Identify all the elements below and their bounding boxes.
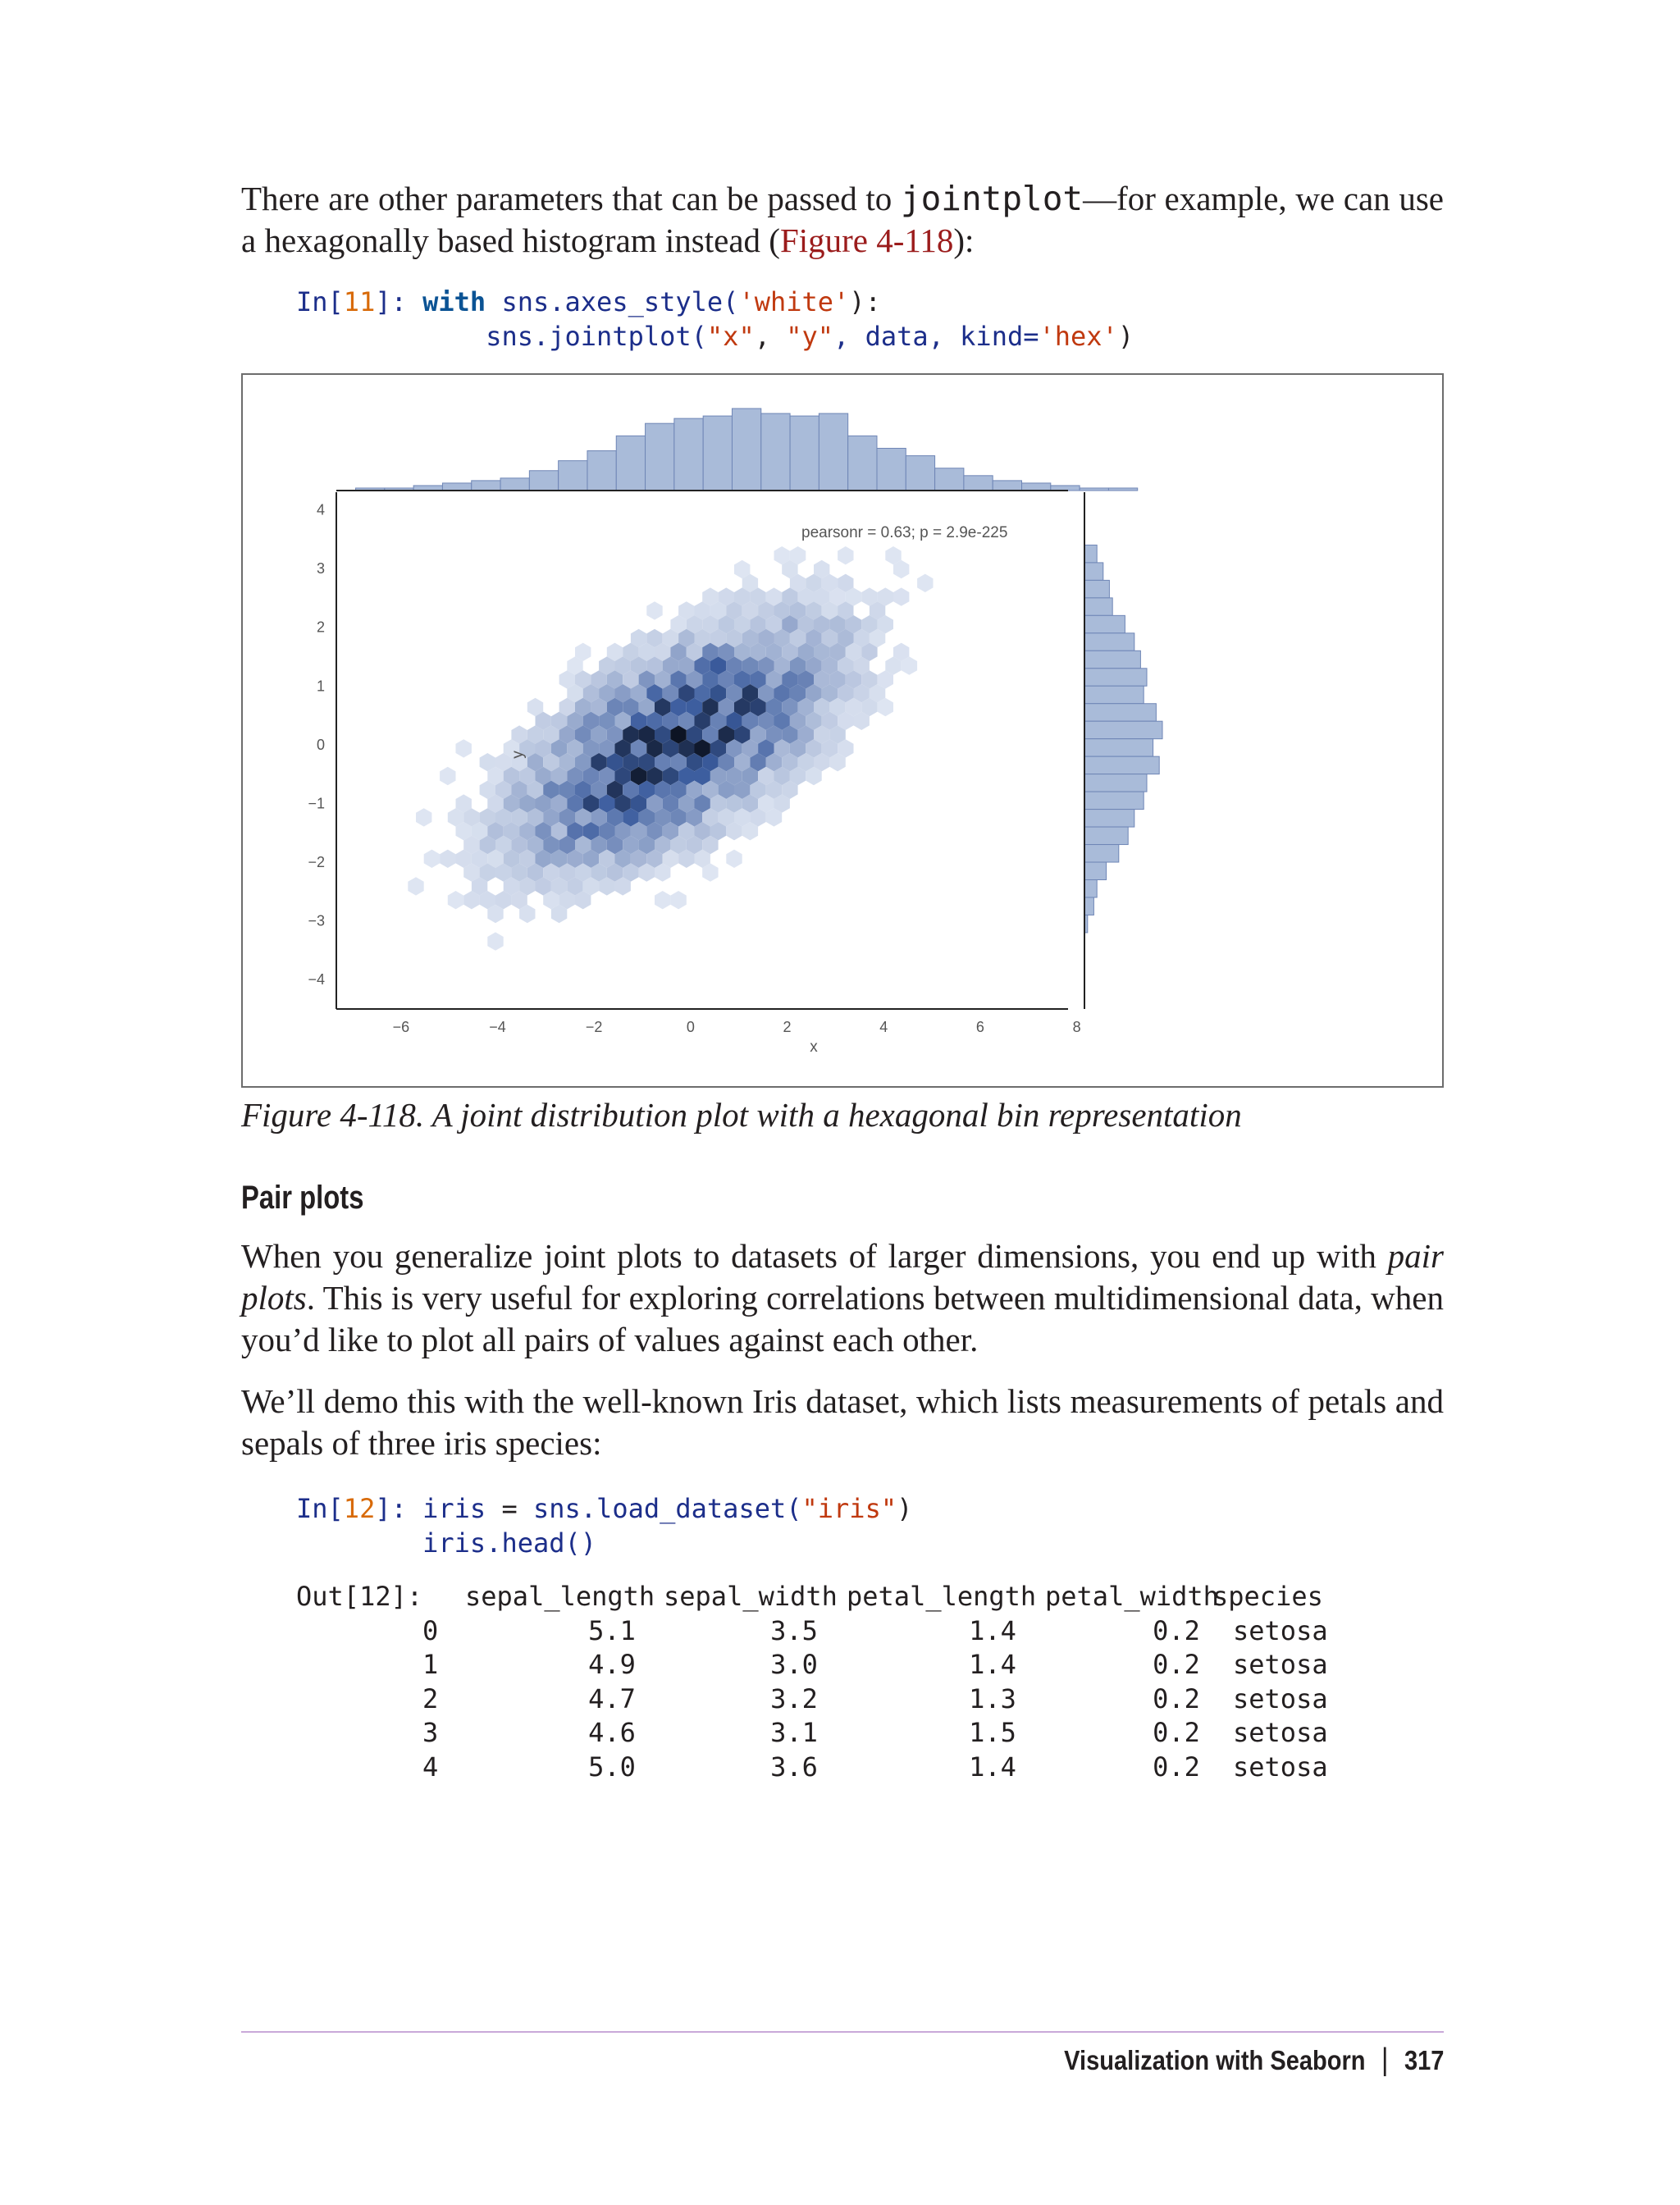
x-hist-bar	[906, 456, 934, 491]
table-cell: 3.0	[770, 1649, 818, 1680]
y-hist-bar	[1084, 792, 1144, 809]
inline-code: jointplot	[900, 179, 1084, 218]
column-header: petal_length	[847, 1581, 1037, 1612]
table-cell: 5.0	[588, 1751, 636, 1783]
x-hist-bar	[935, 468, 964, 491]
code-string: "iris"	[801, 1493, 897, 1524]
code-string: 'white'	[738, 286, 850, 317]
x-hist-bar	[819, 413, 847, 491]
footer-rule	[241, 2031, 1444, 2033]
code-args: , data, kind=	[833, 321, 1039, 352]
hex-cell	[440, 767, 455, 785]
y-hist-bar	[1084, 545, 1097, 562]
table-cell: 3.2	[770, 1682, 818, 1714]
code-punct: ):	[849, 286, 881, 317]
column-header: petal_width	[1045, 1581, 1219, 1612]
text-run: —for example, we can use a hexagonally based histogram instead (	[241, 180, 1444, 259]
hex-cell	[487, 932, 503, 950]
intro-paragraph	[241, 178, 1444, 262]
y-hist-bar	[1084, 615, 1125, 632]
table-cell: 0.2	[1153, 1682, 1200, 1714]
x-hist-bar	[964, 476, 993, 491]
table-cell: 1.4	[969, 1751, 1016, 1783]
y-hist-bar	[1084, 598, 1112, 615]
x-hist-bar	[529, 471, 558, 491]
x-hist-bar	[646, 423, 674, 491]
row-index: 3	[422, 1717, 439, 1748]
x-hist-bar	[587, 451, 616, 491]
pearson-annotation: pearsonr = 0.63; p = 2.9e-225	[801, 524, 1008, 541]
y-tick-label: −2	[308, 854, 325, 871]
running-footer	[1064, 2043, 1444, 2078]
table-cell: 0.2	[1153, 1751, 1200, 1783]
emphasis-term: pair plots	[241, 1237, 1444, 1317]
x-hist-bar	[1022, 483, 1051, 491]
keyword-with: with	[422, 286, 486, 317]
y-tick-label: 4	[316, 501, 325, 518]
y-hist-bar	[1084, 704, 1156, 721]
hex-cell	[448, 891, 463, 909]
x-hist-bar	[877, 448, 906, 491]
y-tick-label: 2	[316, 619, 325, 636]
table-cell: 4.6	[588, 1717, 636, 1748]
code-call: sns.jointplot(	[486, 321, 707, 352]
hex-cell	[416, 808, 431, 826]
code-call: iris.head()	[422, 1527, 597, 1559]
x-tick-label: 4	[879, 1019, 888, 1035]
hex-cell	[726, 850, 742, 868]
page-number: 317	[1404, 2044, 1444, 2075]
row-index: 2	[422, 1682, 439, 1714]
input-number: 12	[343, 1493, 376, 1524]
table-cell: setosa	[1233, 1682, 1328, 1714]
y-hist-bar	[1084, 827, 1128, 844]
y-tick-label: 3	[316, 560, 325, 578]
x-tick-label: 6	[975, 1019, 984, 1035]
hex-cell	[917, 574, 933, 592]
y-hist-bar	[1084, 739, 1153, 756]
code-call: sns.axes_style(	[486, 286, 739, 317]
table-cell: 0.2	[1153, 1649, 1200, 1680]
x-hist-bar	[993, 481, 1021, 491]
y-tick-label: −1	[308, 795, 325, 812]
hex-cell	[456, 739, 472, 757]
hexbin-joint-plot	[243, 375, 1442, 1086]
x-hist-bar	[1080, 488, 1108, 491]
code-string: 'hex'	[1039, 321, 1118, 352]
x-hist-bar	[703, 416, 732, 491]
hex-cell	[424, 850, 440, 868]
column-header: species	[1212, 1581, 1323, 1612]
y-tick-label: 1	[316, 678, 325, 695]
table-cell: 0.2	[1153, 1717, 1200, 1748]
code-punct: )	[1117, 321, 1134, 352]
y-tick-label: −4	[308, 971, 325, 988]
x-hist-bar	[761, 413, 790, 491]
section-heading: Pair plots	[241, 1180, 364, 1216]
x-hist-bar	[472, 481, 500, 491]
input-prompt-close: ]:	[375, 286, 423, 317]
y-tick-label: 0	[316, 736, 325, 753]
row-index: 1	[422, 1649, 439, 1680]
table-cell: setosa	[1233, 1751, 1328, 1783]
footer-title: Visualization with Seaborn	[1063, 2044, 1366, 2075]
hexbin-cells	[408, 546, 933, 951]
y-hist-bar	[1084, 845, 1119, 862]
x-tick-label: 2	[783, 1019, 792, 1035]
input-prompt: In[	[296, 1493, 344, 1524]
x-hist-bar	[674, 418, 703, 491]
y-hist-bar	[1084, 810, 1134, 827]
hex-cell	[408, 877, 423, 895]
y-hist-bar	[1084, 756, 1159, 774]
table-cell: setosa	[1233, 1717, 1328, 1748]
hex-cell	[646, 601, 662, 619]
hex-cell	[838, 546, 853, 564]
column-header: sepal_length	[465, 1581, 655, 1612]
table-cell: setosa	[1233, 1614, 1328, 1646]
table-cell: 1.3	[969, 1682, 1016, 1714]
y-hist-bar	[1084, 774, 1147, 792]
table-cell: 5.1	[588, 1614, 636, 1646]
y-hist-bar	[1084, 897, 1093, 915]
x-tick-label: 8	[1072, 1019, 1081, 1035]
x-tick-label: −2	[585, 1019, 603, 1035]
y-hist-bar	[1084, 563, 1103, 580]
y-marginal-histogram	[1084, 545, 1162, 933]
y-hist-bar	[1084, 721, 1162, 738]
figure-caption: Figure 4-118. A joint distribution plot with a hexagonal bin representation	[241, 1096, 1242, 1134]
code-block-in12	[296, 1491, 912, 1560]
table-cell: 1.5	[969, 1717, 1016, 1748]
y-tick-label: −3	[308, 912, 325, 929]
table-cell: 3.1	[770, 1717, 818, 1748]
x-hist-bar	[732, 409, 760, 491]
figure-link[interactable]: Figure 4-118	[779, 221, 954, 259]
hex-cell	[670, 891, 686, 909]
code-punct: )	[897, 1493, 913, 1524]
figure-frame	[241, 373, 1444, 1088]
y-hist-bar	[1084, 880, 1097, 897]
table-cell: 1.4	[969, 1649, 1016, 1680]
row-index: 0	[422, 1614, 439, 1646]
text-run: There are other parameters that can be passed to	[241, 180, 901, 217]
text-run: . This is very useful for exploring correlations between multidimensional data, when you’d like to plot all pairs of values against each other.	[241, 1279, 1444, 1358]
y-hist-bar	[1084, 651, 1140, 668]
column-header: sepal_width	[664, 1581, 838, 1612]
code-block-in11	[296, 285, 1134, 354]
x-hist-bar	[559, 461, 587, 491]
y-hist-bar	[1084, 580, 1109, 597]
x-hist-bar	[848, 436, 877, 491]
x-tick-label: −6	[392, 1019, 410, 1035]
y-hist-bar	[1084, 669, 1147, 686]
input-prompt-close: ]:	[375, 1493, 423, 1524]
hex-cell	[655, 891, 670, 909]
y-hist-bar	[1084, 686, 1144, 703]
code-string: "y"	[786, 321, 834, 352]
x-tick-label: −4	[489, 1019, 506, 1035]
text-run: ):	[953, 221, 975, 259]
code-var: iris	[422, 1493, 486, 1524]
hex-cell	[893, 587, 909, 605]
footer-separator: |	[1381, 2043, 1389, 2077]
text-run: When you generalize joint plots to datasets of larger dimensions, you end up with	[241, 1237, 1388, 1275]
x-hist-bar	[500, 478, 529, 491]
input-prompt: In[	[296, 286, 344, 317]
code-call: sns.load_dataset(	[532, 1493, 802, 1524]
table-cell: 3.6	[770, 1751, 818, 1783]
table-cell: 3.5	[770, 1614, 818, 1646]
x-hist-bar	[1108, 488, 1137, 491]
output-prompt: Out[12]:	[296, 1581, 423, 1612]
hex-cell	[440, 850, 455, 868]
y-hist-bar	[1084, 633, 1134, 651]
table-cell: 1.4	[969, 1614, 1016, 1646]
row-index: 4	[422, 1751, 439, 1783]
table-cell: 4.7	[588, 1682, 636, 1714]
code-indent	[296, 1527, 422, 1559]
table-cell: 4.9	[588, 1649, 636, 1680]
code-punct: ,	[754, 321, 787, 352]
code-op: =	[486, 1493, 533, 1524]
x-hist-bar	[616, 436, 645, 491]
table-cell: setosa	[1233, 1649, 1328, 1680]
x-axis-label: x	[810, 1039, 818, 1056]
x-tick-label: 0	[686, 1019, 695, 1035]
y-axis-label: y	[509, 751, 527, 759]
pairplot-paragraph	[241, 1235, 1444, 1361]
code-indent	[296, 321, 486, 352]
iris-paragraph: We’ll demo this with the well-known Iris dataset, which lists measurements of petals and sepals of three iris species:	[241, 1382, 1444, 1462]
x-hist-bar	[442, 483, 471, 491]
input-number: 11	[343, 286, 376, 317]
y-hist-bar	[1084, 862, 1107, 879]
code-string: "x"	[706, 321, 755, 352]
table-cell: 0.2	[1153, 1614, 1200, 1646]
x-hist-bar	[790, 416, 819, 491]
x-marginal-histogram	[356, 409, 1138, 491]
